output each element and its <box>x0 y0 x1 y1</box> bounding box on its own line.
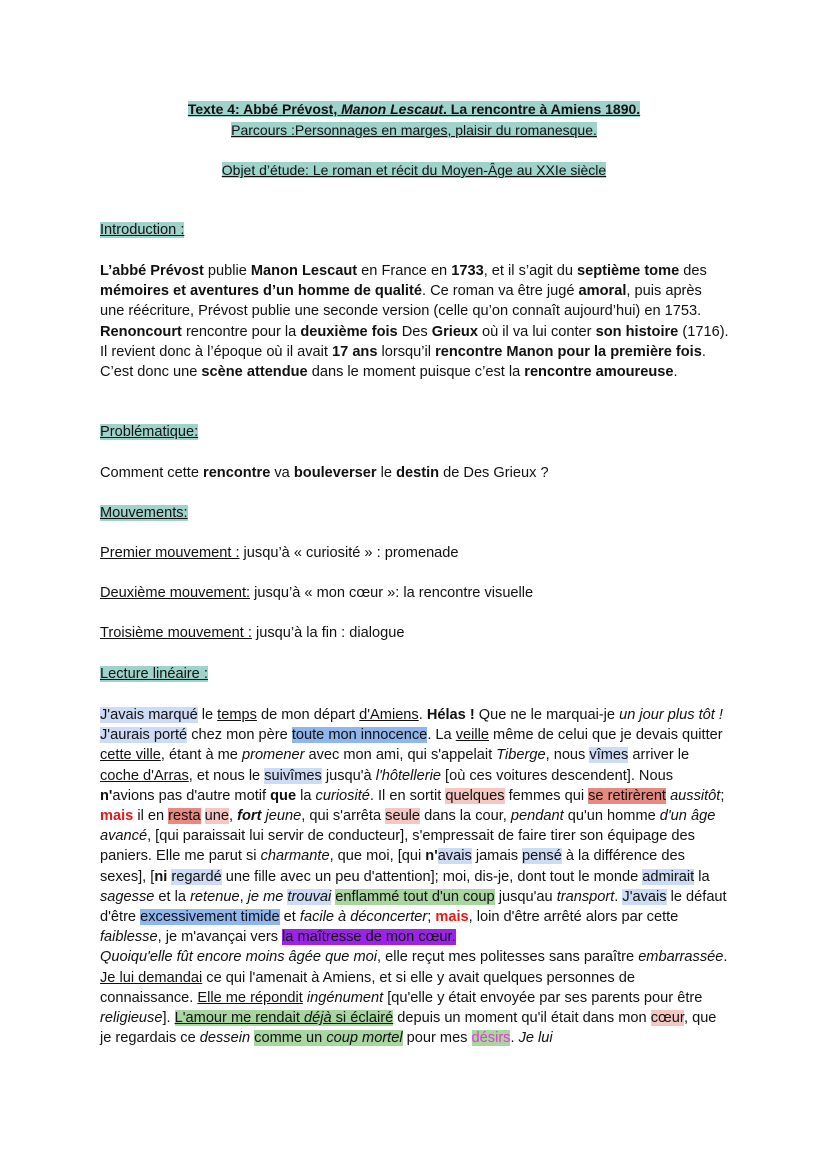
text-run: embarrassée <box>638 949 724 966</box>
text-run: septième tome <box>577 263 680 279</box>
text-run: coup mortel <box>326 1030 403 1047</box>
text-run: , puis après une réécriture, Prévost publie une seconde version (celle qu’on connaît aujourd’hui) en 1753. <box>100 283 702 320</box>
title-suffix: . La rencontre à Amiens 1890. <box>443 101 641 117</box>
text-run: destin <box>396 465 440 481</box>
text-run: je me <box>247 888 288 905</box>
introduction-body <box>100 261 730 382</box>
text-run: , que moi, [qui <box>329 848 426 865</box>
text-run: Manon Lescaut <box>250 263 358 279</box>
text-run: va <box>270 465 294 481</box>
text-run: même de celui que je devais quitter <box>488 727 723 744</box>
text-run: Grieux <box>431 323 478 340</box>
text-run: le défaut d'être <box>100 888 727 926</box>
text-run: pour mes <box>402 1030 472 1047</box>
text-run: . Ce roman va être jugé <box>421 283 579 300</box>
text-run: aussitôt <box>670 787 721 804</box>
text-run: qu'un homme <box>563 808 660 825</box>
text-run: mais <box>100 808 134 825</box>
text-run: si éclairé <box>331 1010 394 1027</box>
text-run: rencontre amoureuse <box>524 364 674 381</box>
text-run: dans le moment puisque c’est la <box>307 364 525 381</box>
mouvement-3-label: Troisième mouvement : <box>100 625 252 641</box>
text-run: scène attendue <box>201 364 308 381</box>
text-run: des <box>679 263 707 279</box>
text-run: , <box>239 888 248 905</box>
lecture-paragraph-2 <box>100 947 730 1048</box>
text-run: , que je regardais ce <box>100 1010 717 1047</box>
text-run: son histoire <box>595 323 679 340</box>
parcours-text: Parcours :Personnages en marges, plaisir du romanesque. <box>231 122 597 138</box>
text-run: [qu'elle y était envoyée par ses parents pour être <box>383 989 703 1006</box>
parcours-line <box>0 120 828 140</box>
text-run: pensé <box>522 848 562 865</box>
text-run: admirait <box>642 868 695 885</box>
mouvement-1-label: Premier mouvement : <box>100 545 240 561</box>
text-run: 1733 <box>451 263 484 279</box>
text-run: il en <box>133 808 169 825</box>
text-run: excessivement timide <box>140 909 280 926</box>
text-run: toute mon innocence <box>291 727 428 744</box>
text-run: bouleverser <box>293 465 377 481</box>
text-run: le <box>376 465 397 481</box>
text-run: , étant à me <box>160 747 242 764</box>
mouvement-1-text: jusqu’à « curiosité » : promenade <box>239 545 459 561</box>
text-run: et la <box>154 888 191 905</box>
text-run: L'amour me rendait <box>174 1010 304 1027</box>
text-run: mémoires et aventures d’un homme de qualité <box>100 283 422 300</box>
text-run: resta <box>168 808 201 825</box>
text-run: déjà <box>303 1010 332 1027</box>
mouvement-3 <box>100 623 730 643</box>
text-run: . C’est donc une <box>100 343 706 381</box>
text-run: ni <box>154 868 168 885</box>
text-run: avais <box>437 848 472 865</box>
text-run: Elle me répondit <box>197 989 303 1006</box>
text-run: pendant <box>510 808 564 825</box>
text-run: jusqu'au <box>494 888 557 905</box>
text-run: deuxième fois <box>300 323 398 340</box>
text-run: curiosité <box>315 787 370 804</box>
title-prefix: Texte 4: Abbé Prévost, <box>187 101 342 117</box>
text-run: amoral <box>578 283 627 300</box>
text-run: en France en <box>357 263 452 279</box>
text-run: la <box>694 868 710 885</box>
text-run: une <box>204 808 230 825</box>
text-run: dessein <box>199 1030 251 1047</box>
text-run: arriver le <box>628 747 690 764</box>
text-run: ]. <box>162 1010 175 1027</box>
text-run: . <box>510 1030 519 1047</box>
text-run: , [qui paraissait lui servir de conducteur], s'empressait de faire tirer son équipage des paniers. Elle me parut si <box>100 828 695 865</box>
text-run: cette ville <box>100 747 161 764</box>
text-run: temps <box>217 707 257 723</box>
problematique-heading-row <box>100 422 730 442</box>
text-run: trouvai <box>287 888 332 905</box>
text-run: désirs <box>471 1030 511 1047</box>
problematique-question <box>100 463 730 483</box>
text-run: rencontre <box>203 465 271 481</box>
text-run: le <box>197 707 218 723</box>
text-run: Que ne le marquai-je <box>474 707 620 723</box>
text-run: la <box>296 787 316 804</box>
text-run: vîmes <box>589 747 629 764</box>
text-run: jeune <box>265 808 302 825</box>
objet-line <box>0 160 828 180</box>
text-run: ce qui l'amenait à Amiens, et si elle y avait quelques personnes de connaissance. <box>100 969 635 1006</box>
text-run: de Des Grieux ? <box>439 465 549 481</box>
text-run: , je m'avançai vers <box>157 929 283 946</box>
text-run: cœur <box>650 1010 684 1027</box>
text-run: avions pas d'autre motif <box>112 787 271 804</box>
text-run: J'avais <box>622 888 667 905</box>
text-run: Renoncourt <box>100 323 182 340</box>
text-run: ingénument <box>306 989 384 1006</box>
text-run: Quoiqu'elle fût encore moins âgée que moi <box>100 949 377 966</box>
text-run: , qui s'arrêta <box>301 808 386 825</box>
text-run: depuis un moment qu'il était dans mon <box>393 1010 651 1027</box>
text-run: suivîmes <box>264 767 322 784</box>
text-run: mais <box>435 909 469 926</box>
text-run: Hélas ! <box>426 707 475 723</box>
text-run: regardé <box>171 868 222 885</box>
introduction-heading: Introduction : <box>100 222 185 238</box>
text-run: Tiberge <box>496 747 546 764</box>
text-run: d'Amiens <box>359 707 419 723</box>
text-run: n' <box>425 848 438 865</box>
text-run: un jour plus tôt ! <box>619 707 723 723</box>
text-run: ; <box>720 787 725 804</box>
text-run: , <box>229 808 238 825</box>
text-run: quelques <box>445 787 505 804</box>
mouvement-2 <box>100 583 730 603</box>
mouvements-heading: Mouvements: <box>100 505 188 521</box>
text-run: fort <box>237 808 262 825</box>
introduction-heading-row <box>100 220 730 240</box>
text-run: , elle reçut mes politesses sans paraître <box>377 949 639 966</box>
text-run: avec mon ami, qui s'appelait <box>304 747 497 764</box>
text-run: . <box>673 364 678 381</box>
mouvement-2-label: Deuxième mouvement: <box>100 585 251 601</box>
text-run: promener <box>241 747 305 764</box>
text-run: rencontre Manon pour la première fois <box>435 343 702 360</box>
text-run: (1716). Il revient donc à l’époque où il avait <box>100 323 729 360</box>
text-run: Des <box>397 323 432 340</box>
lecture-paragraph-1 <box>100 705 730 947</box>
text-run: publie <box>203 263 251 279</box>
lecture-heading-row <box>100 664 730 684</box>
problematique-heading: Problématique: <box>100 424 199 440</box>
text-run: . <box>418 707 427 723</box>
text-run: J'avais marqué <box>100 707 198 723</box>
text-run: , et nous le <box>188 767 265 784</box>
text-run: , et il s’agit du <box>483 263 577 279</box>
text-run: Comment cette <box>100 465 204 481</box>
mouvements-heading-row <box>100 503 730 523</box>
text-run: . <box>723 949 728 966</box>
text-run: chez mon père <box>187 727 292 744</box>
text-run: une fille avec un peu d'attention]; moi, dis-je, dont tout le monde <box>221 868 643 885</box>
text-run: L’abbé Prévost <box>100 263 204 279</box>
mouvement-2-text: jusqu’à « mon cœur »: la rencontre visuelle <box>250 585 534 601</box>
text-run: faiblesse <box>100 929 158 946</box>
text-run: ; <box>427 909 436 926</box>
text-run: dans la cour, <box>420 808 511 825</box>
lecture-lineaire-text <box>100 705 730 1048</box>
title-book: Manon Lescaut <box>341 101 444 117</box>
text-run: jusqu'à <box>321 767 376 784</box>
text-run: l'hôtellerie <box>375 767 441 784</box>
text-run: retenue <box>190 888 240 905</box>
text-run: se retirèrent <box>588 787 666 804</box>
text-run: Je lui demandai <box>100 969 203 986</box>
text-run: [où ces voitures descendent]. Nous <box>440 767 673 784</box>
text-run: femmes qui <box>504 787 589 804</box>
text-run: enflammé tout d'un coup <box>335 888 495 905</box>
text-run: seule <box>385 808 421 825</box>
text-run: jamais <box>471 848 523 865</box>
text-run: de mon départ <box>256 707 360 723</box>
text-run: veille <box>455 727 489 744</box>
text-run: n' <box>100 787 113 804</box>
text-run: et <box>279 909 300 926</box>
text-run: religieuse <box>100 1010 163 1027</box>
mouvement-3-text: jusqu’à la fin : dialogue <box>251 625 405 641</box>
lecture-heading: Lecture linéaire : <box>100 666 208 682</box>
text-run: où il va lui conter <box>477 323 596 340</box>
text-run: 17 ans <box>332 343 378 360</box>
text-run: , loin d'être arrêté alors par cette <box>468 909 679 926</box>
objet-text: Objet d’étude: Le roman et récit du Moyen-Âge au XXIe siècle <box>221 162 607 178</box>
text-run: Je lui <box>518 1030 553 1047</box>
text-run: facile à déconcerter <box>299 909 428 926</box>
text-run: J'aurais porté <box>100 727 188 744</box>
text-run: . <box>614 888 623 905</box>
text-run: la maîtresse de mon cœur. <box>282 929 456 946</box>
text-run: , nous <box>545 747 590 764</box>
document-title <box>0 99 828 119</box>
text-run: charmante <box>260 848 330 865</box>
text-run: sagesse <box>100 888 155 905</box>
text-run: que <box>270 787 297 804</box>
text-run: transport <box>556 888 615 905</box>
text-run: à la différence des sexes], [ <box>100 848 685 885</box>
text-run: . Il en sortit <box>369 787 446 804</box>
text-run: . La <box>427 727 456 744</box>
text-run: lorsqu’il <box>377 343 436 360</box>
text-run: rencontre pour la <box>181 323 301 340</box>
text-run: comme un <box>254 1030 327 1047</box>
text-run: coche d'Arras <box>100 767 189 784</box>
text-run: d'un âge avancé <box>100 808 716 845</box>
mouvement-1 <box>100 543 730 563</box>
